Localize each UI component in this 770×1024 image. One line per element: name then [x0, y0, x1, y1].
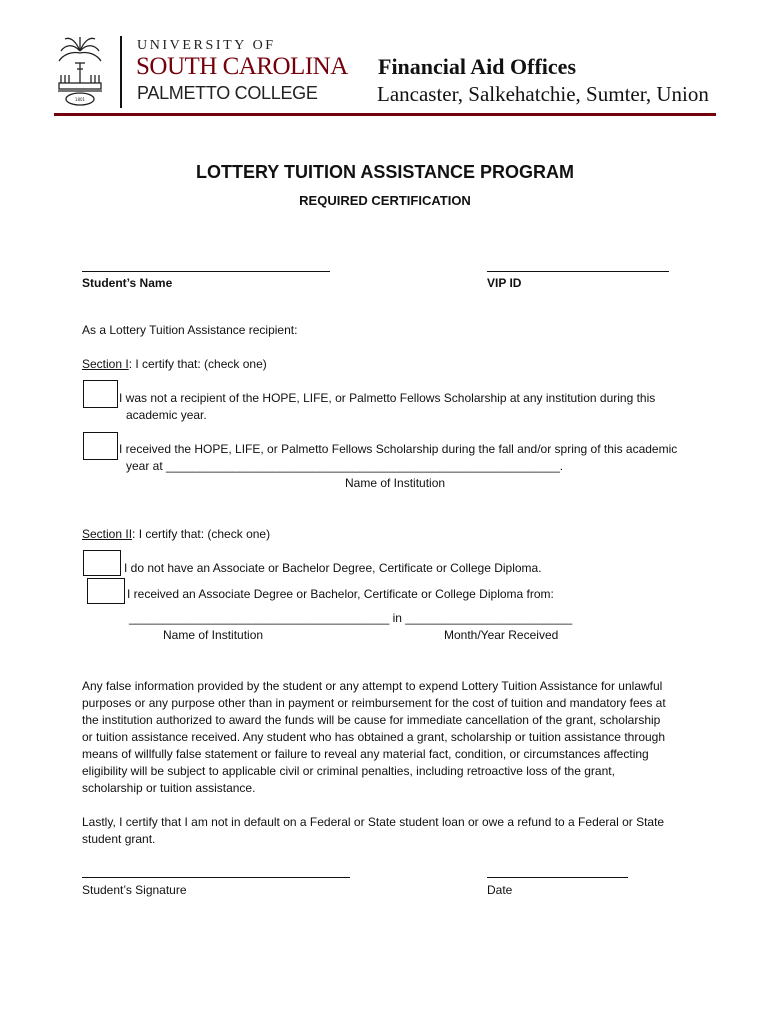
section2-option2-checkbox[interactable]: [87, 578, 125, 604]
vip-id-field[interactable]: [487, 271, 669, 272]
disclaimer-line: Any false information provided by the student or any attempt to expend Lottery Tuition Assistance for unlawful: [82, 679, 663, 693]
header-rule: [54, 113, 716, 116]
section1-option2-line1: I received the HOPE, LIFE, or Palmetto Fellows Scholarship during the fall and/or spring of this academic: [119, 442, 678, 456]
section2-institution-caption: Name of Institution: [163, 628, 264, 642]
disclaimer-paragraph: [82, 678, 702, 797]
section2-institution-date-line[interactable]: _______________________________________ in _________________________: [129, 611, 573, 625]
student-name-field[interactable]: [82, 271, 330, 272]
office-title: Financial Aid Offices: [378, 54, 576, 79]
section1-option1-checkbox[interactable]: [83, 380, 118, 408]
section1-heading: Section I: [82, 357, 129, 371]
signature-field[interactable]: [82, 877, 350, 878]
section1-option1-line2: academic year.: [126, 408, 207, 422]
date-field[interactable]: [487, 877, 628, 878]
form-title: LOTTERY TUITION ASSISTANCE PROGRAM: [195, 162, 574, 182]
section2-heading: Section II: [82, 527, 133, 541]
section1-heading-row: [82, 356, 267, 373]
section1-option1-line1: I was not a recipient of the HOPE, LIFE, or Palmetto Fellows Scholarship at any institution during this: [119, 391, 656, 405]
section2-month-year-caption: Month/Year Received: [444, 628, 559, 642]
lastly-line: Lastly, I certify that I am not in default on a Federal or State student loan or owe a refund to a Federal or State: [82, 815, 665, 829]
section2-option1-text: I do not have an Associate or Bachelor Degree, Certificate or College Diploma.: [124, 561, 542, 575]
section1-instruction: : I certify that: (check one): [128, 357, 267, 371]
lastly-paragraph: [82, 814, 702, 848]
section1-option2-checkbox[interactable]: [83, 432, 118, 460]
svg-text:1801: 1801: [74, 97, 86, 102]
section2-option1-checkbox[interactable]: [83, 550, 121, 576]
header-divider: [120, 36, 122, 108]
section2-heading-row: [82, 526, 270, 543]
palmetto-college-label: PALMETTO COLLEGE: [137, 83, 318, 103]
section1-option2-line2[interactable]: year at ___________________________________________________________.: [126, 459, 564, 473]
section2-option2-text: I received an Associate Degree or Bachelor, Certificate or College Diploma from:: [127, 587, 554, 601]
vip-id-label: VIP ID: [487, 276, 522, 290]
student-name-label: Student’s Name: [82, 276, 173, 290]
disclaimer-line: scholarship or tuition assistance.: [82, 781, 256, 795]
intro-text: As a Lottery Tuition Assistance recipient:: [82, 323, 298, 337]
disclaimer-line: eligibility will be subject to applicable civil or criminal penalties, including retroactive loss of the grant,: [82, 764, 615, 778]
disclaimer-line: means of willfully false statement or failure to reveal any material fact, condition, or circumstances affecting: [82, 747, 649, 761]
date-label: Date: [487, 883, 513, 897]
university-seal-logo: [55, 33, 105, 109]
disclaimer-line: purposes or any purpose other than in payment or reimbursement for the cost of tuition and mandatory fees at: [82, 696, 666, 710]
section2-instruction: : I certify that: (check one): [132, 527, 271, 541]
campus-list: Lancaster, Salkehatchie, Sumter, Union: [377, 82, 709, 106]
signature-label: Student’s Signature: [82, 883, 187, 897]
university-of-label: UNIVERSITY OF: [137, 38, 276, 53]
section1-institution-caption: Name of Institution: [345, 476, 446, 490]
south-carolina-wordmark: SOUTH CAROLINA: [136, 53, 348, 80]
lastly-line: student grant.: [82, 832, 156, 846]
disclaimer-line: the institution authorized to award the funds will be cause for immediate cancellation of the grant, scholarship: [82, 713, 661, 727]
disclaimer-line: or tuition assistance received. Any student who has obtained a grant, scholarship or tuition assistance through: [82, 730, 666, 744]
form-subtitle: REQUIRED CERTIFICATION: [299, 193, 471, 208]
